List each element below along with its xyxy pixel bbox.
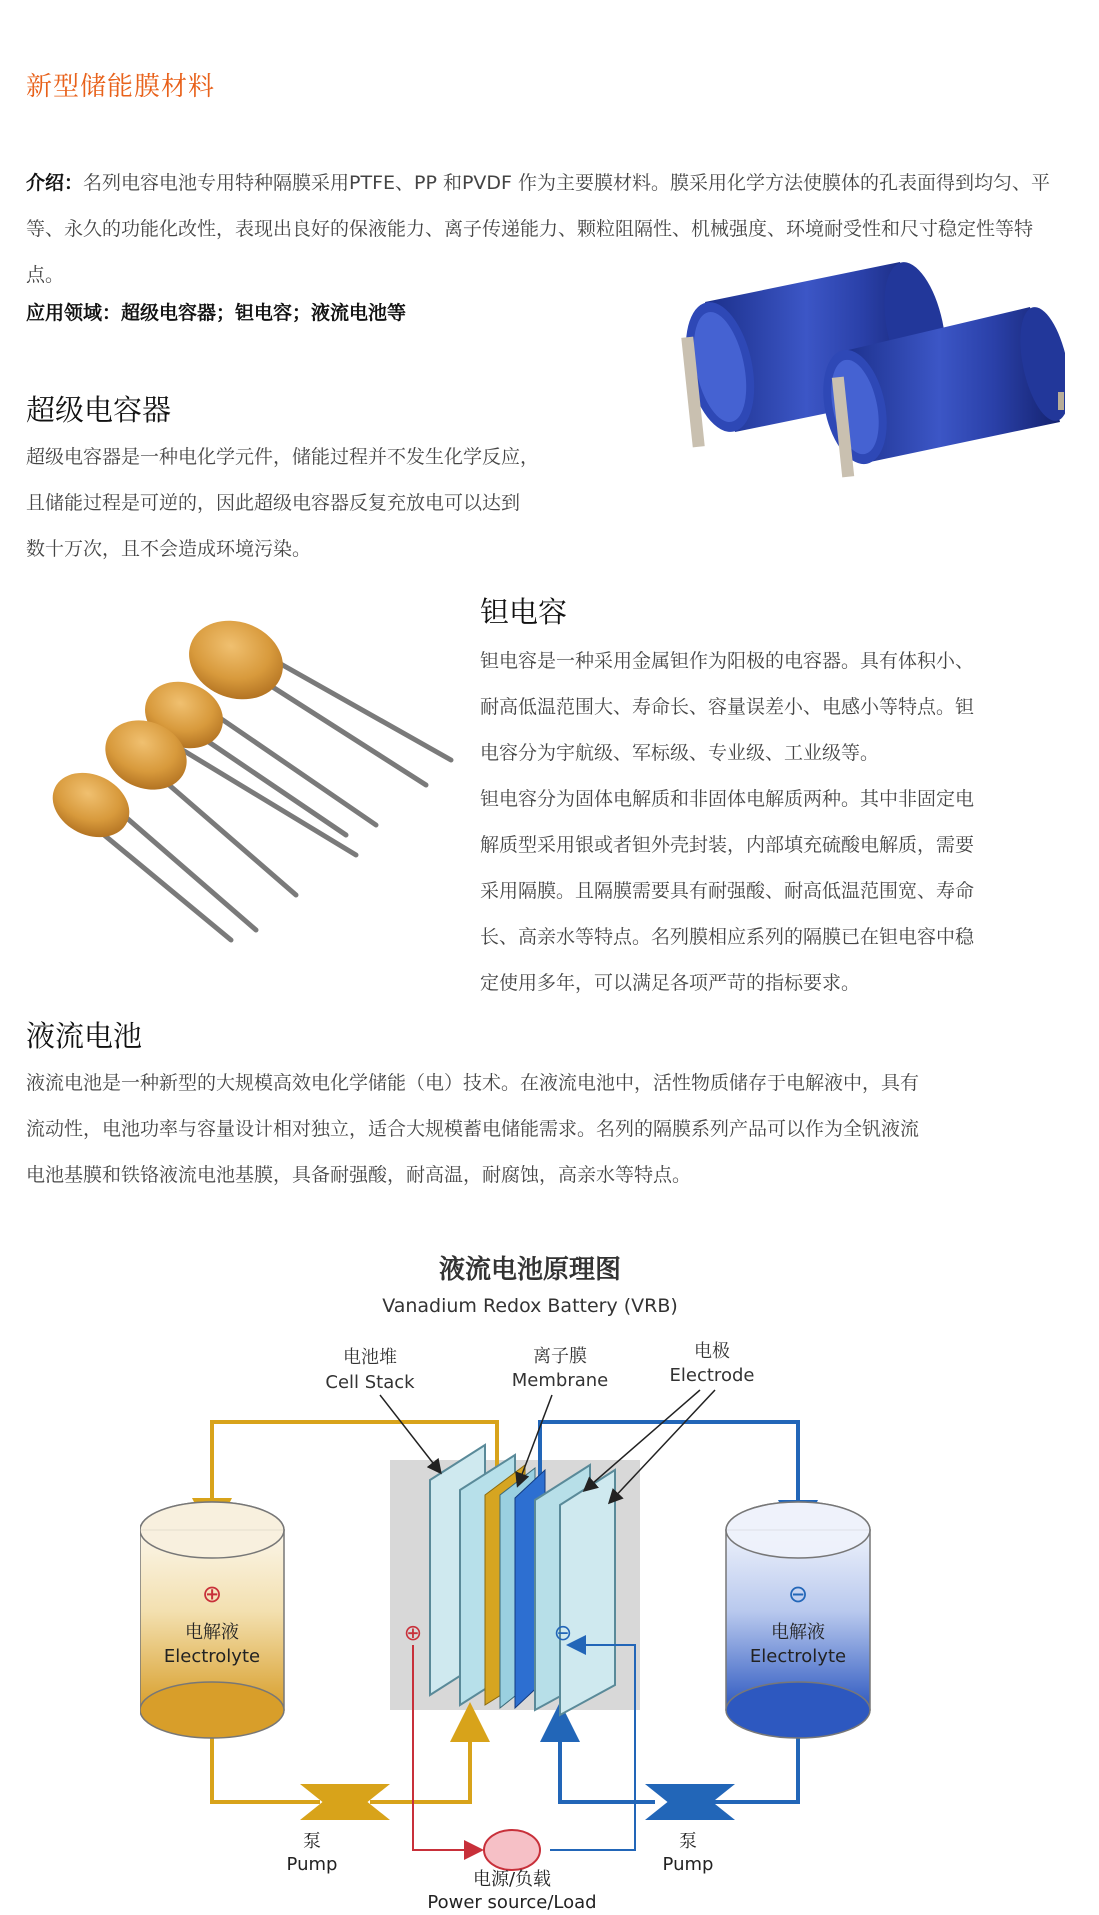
flowbattery-line: 液流电池是一种新型的大规模高效电化学储能（电）技术。在液流电池中，活性物质储存于电解液中，具有 — [26, 1072, 920, 1094]
supercapacitor-photo — [675, 242, 1065, 482]
tantalum-title: 钽电容 — [480, 595, 568, 629]
flowbattery-body — [26, 1060, 1076, 1198]
supercap-title: 超级电容器 — [26, 393, 172, 427]
left-pump-cn: 泵 — [303, 1831, 321, 1852]
load-label-cn: 电源/负载 — [472, 1869, 552, 1890]
intro-text: 名列电容电池专用特种隔膜采用PTFE、PP 和PVDF 作为主要膜材料。膜采用化学方法使膜体的孔表面得到均匀、平等、永久的功能化改性，表现出良好的保液能力、离子传递能力、颗粒阻隔性、机械强度、环境耐受性和尺寸稳定性等特点。 — [26, 172, 1051, 286]
tantalum-line: 长、高亲水等特点。名列膜相应系列的隔膜已在钽电容中稳 — [480, 926, 975, 948]
supercap-line: 数十万次，且不会造成环境污染。 — [26, 538, 312, 560]
supercap-line: 超级电容器是一种电化学元件，储能过程并不发生化学反应， — [26, 446, 540, 468]
supercap-body — [26, 434, 626, 572]
tantalum-line: 钽电容是一种采用金属钽作为阳极的电容器。具有体积小、 — [480, 650, 975, 672]
flowbattery-title: 液流电池 — [26, 1019, 143, 1053]
plus-symbol-stack: ⊕ — [403, 1621, 423, 1646]
cell-stack-label-cn: 电池堆 — [343, 1347, 397, 1368]
tantalum-body — [480, 638, 1065, 1006]
intro-label: 介绍： — [26, 172, 84, 194]
tantalum-line: 采用隔膜。且隔膜需要具有耐强酸、耐高低温范围宽、寿命 — [480, 880, 975, 902]
flowbattery-line: 电池基膜和铁铬液流电池基膜，具备耐强酸，耐高温，耐腐蚀，高亲水等特点。 — [26, 1164, 692, 1186]
left-electrolyte-en: Electrolyte — [163, 1646, 261, 1667]
electrode-label-cn: 电极 — [694, 1341, 730, 1362]
minus-symbol-stack: ⊖ — [553, 1621, 573, 1646]
electrode-label-en: Electrode — [669, 1365, 755, 1386]
flowbattery-line: 流动性，电池功率与容量设计相对独立，适合大规模蓄电储能需求。名列的隔膜系列产品可以作为全钒液流 — [26, 1118, 920, 1140]
applications-line: 应用领域：超级电容器；钽电容；液流电池等 — [26, 302, 407, 324]
supercap-line: 且储能过程是可逆的，因此超级电容器反复充放电可以达到 — [26, 492, 521, 514]
page-title: 新型储能膜材料 — [26, 72, 216, 102]
tantalum-line: 钽电容分为固体电解质和非固体电解质两种。其中非固定电 — [480, 788, 975, 810]
right-electrolyte-en: Electrolyte — [749, 1646, 847, 1667]
left-electrolyte-cn: 电解液 — [185, 1622, 239, 1643]
tantalum-line: 解质型采用银或者钽外壳封装，内部填充硫酸电解质，需要 — [480, 834, 975, 856]
right-electrolyte-cn: 电解液 — [771, 1622, 825, 1643]
tantalum-line: 电容分为宇航级、军标级、专业级、工业级等。 — [480, 742, 880, 764]
minus-symbol-right-tank: ⊖ — [787, 1580, 809, 1608]
cell-stack-label-en: Cell Stack — [325, 1372, 415, 1393]
tantalum-capacitor-photo — [26, 605, 456, 945]
right-pump-en: Pump — [662, 1854, 714, 1875]
diagram-title-en: Vanadium Redox Battery (VRB) — [382, 1295, 678, 1317]
flow-battery-diagram — [140, 1240, 920, 1910]
plus-symbol-left-tank: ⊕ — [201, 1580, 223, 1608]
load-label-en: Power source/Load — [427, 1892, 597, 1910]
left-pump-en: Pump — [286, 1854, 338, 1875]
diagram-title-cn: 液流电池原理图 — [438, 1255, 622, 1285]
tantalum-line: 定使用多年，可以满足各项严苛的指标要求。 — [480, 972, 861, 994]
membrane-label-cn: 离子膜 — [533, 1346, 587, 1367]
membrane-label-en: Membrane — [511, 1370, 609, 1391]
tantalum-line: 耐高低温范围大、寿命长、容量误差小、电感小等特点。钽 — [480, 696, 975, 718]
right-pump-cn: 泵 — [679, 1831, 697, 1852]
